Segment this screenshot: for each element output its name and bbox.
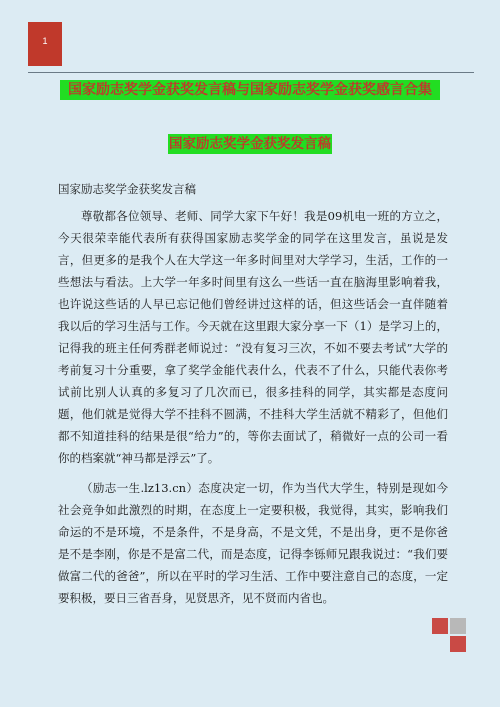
decoration-square-red (432, 618, 448, 634)
header-divider (28, 72, 474, 73)
body-paragraph-1: 尊敬都各位领导、老师、同学大家下午好！我是09机电一班的方立之，今天很荣幸能代表所有获得国家励志奖学金的同学在这里发言，虽说是发言，但更多的是我个人在大学这一年多时间里对大学学习，生活，工作的一些想法与看法。上大学一年多时间里有这么一些话一直在脑海里影响着我，也许说这些话的人早已忘记他们曾经讲过这样的话，但这些话会一直伴随着我以后的学习生活与工作。今天就在这里跟大家分享一下（1）是学习上的，记得我的班主任何秀群老师说过：“没有复习三次，不如不要去考试”大学的考前复习十分重要，拿了奖学金能代表什么，代表不了什么，只能代表你考试前比别人认真的多复习了几次而已，很多挂科的同学，其实都是态度问题，他们就是觉得大学不挂科不圆满，不挂科大学生活就不精彩了，但他们都不知道挂科的结果是很“给力”的，等你去面试了，稍微好一点的公司一看你的档案就“神马都是浮云”了。 (58, 209, 448, 465)
page-number-badge (28, 22, 62, 66)
decoration-square-red (450, 636, 466, 652)
section-title: 国家励志奖学金获奖发言稿 (169, 136, 331, 152)
corner-decoration (432, 618, 468, 654)
document-subtitle: 国家励志奖学金获奖发言稿 (58, 182, 196, 196)
decoration-square-gray (450, 618, 466, 634)
document-title: 国家励志奖学金获奖发言稿与国家励志奖学金获奖感言合集 (60, 80, 440, 100)
body-paragraph-2: （励志一生.lz13.cn）态度决定一切，作为当代大学生，特别是现如今社会竞争如此激烈的时期，在态度上一定要积极，我觉得，其实，影响我们命运的不是环境，不是条件，不是身高，不是文凭，不是出身，更不是你爸是不是李刚，你是不是富二代，而是态度，记得李铄师兄跟我说过：“我们要做富二代的爸爸”，所以在平时的学习生活、工作中要注意自己的态度，一定要积极，要日三省吾身，见贤思齐，见不贤而内省也。 (58, 481, 448, 605)
page-number: 1 (42, 36, 48, 46)
